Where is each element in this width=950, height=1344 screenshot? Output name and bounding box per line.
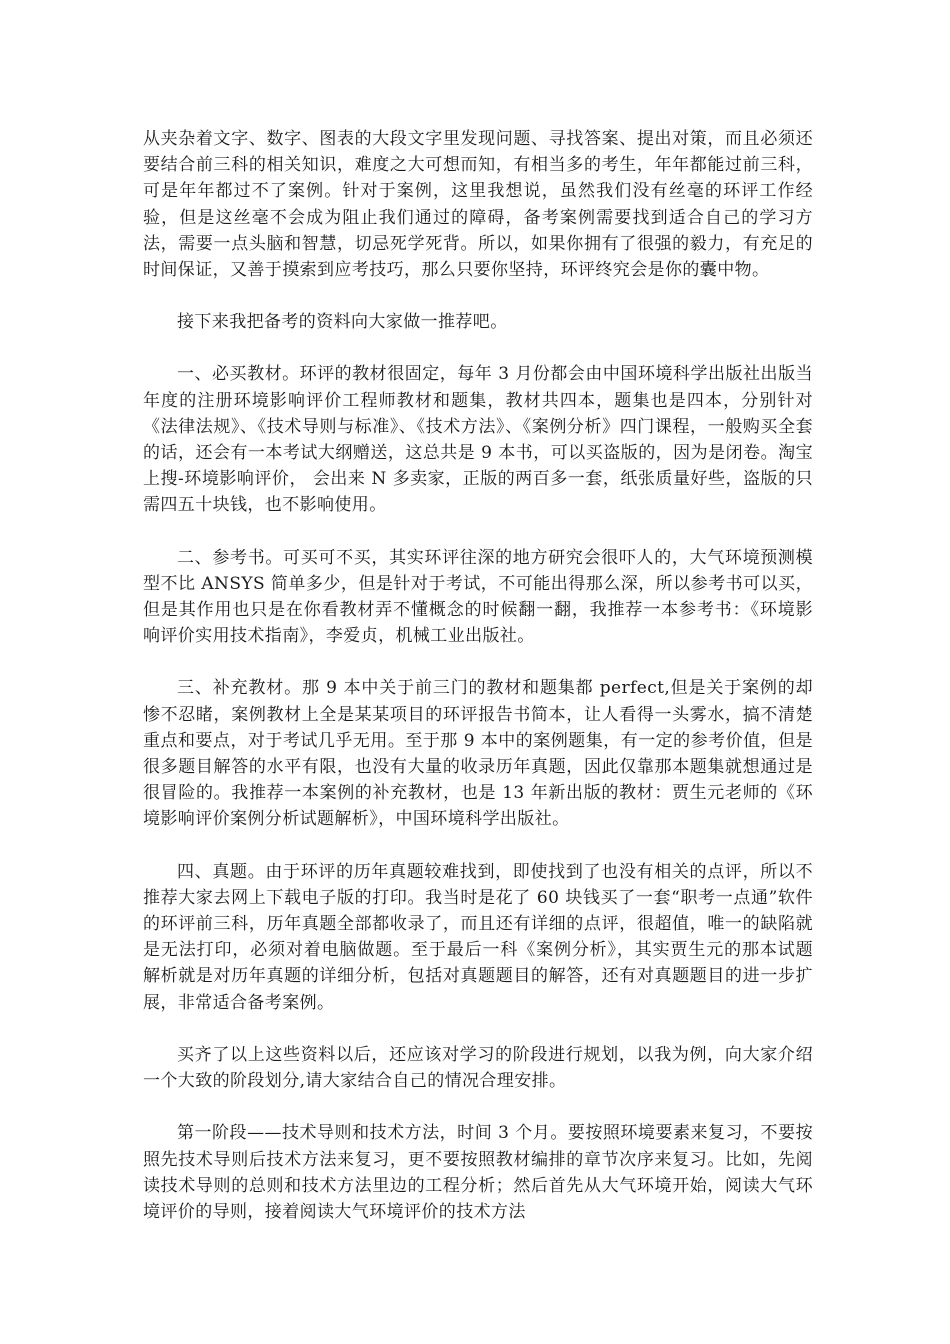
paragraph-stage-one: 第一阶段——技术导则和技术方法，时间 3 个月。要按照环境要素来复习，不要按照先技术导则后技术方法来复习，更不要按照教材编排的章节次序来复习。比如，先阅读技术导则的总则和技术方法里边的工程分析；然后首先从大气环境开始，阅读大气环境评价的导则，接着阅读大气环境评价的技术方法: [143, 1123, 813, 1222]
paragraph-study-planning: 买齐了以上这些资料以后，还应该对学习的阶段进行规划，以我为例，向大家介绍一个大致的阶段划分,请大家结合自己的情况合理安排。: [143, 1044, 813, 1092]
paragraph-supplementary-textbooks: 三、补充教材。那 9 本中关于前三门的教材和题集都 perfect,但是关于案例的却惨不忍睹，案例教材上全是某某项目的环评报告书简本，让人看得一头雾水，搞不清楚重点和要点，对于考试几乎无用。至于那 9 本中的案例题集，有一定的参考价值，但是很多题目解答的水平有限，也没有大量的收录历年真题，因此仅靠那本题集就想通过是很冒险的。我推荐一本案例的补充教材，也是 13 年新出版的教材：贾生元老师的《环境影响评价案例分析试题解析》，中国环境科学出版社。: [143, 678, 813, 830]
paragraph-reference-books: 二、参考书。可买可不买，其实环评往深的地方研究会很吓人的，大气环境预测模型不比 ANSYS 简单多少，但是针对于考试，不可能出得那么深，所以参考书可以买，但是其作用也只是在你看教材弄不懂概念的时候翻一翻，我推荐一本参考书：《环境影响评价实用技术指南》，李爱贞，机械工业出版社。: [143, 547, 813, 647]
paragraph-case-study-intro: 从夹杂着文字、数字、图表的大段文字里发现问题、寻找答案、提出对策，而且必须还要结合前三科的相关知识，难度之大可想而知，有相当多的考生，年年都能过前三科，可是年年都过不了案例。针对于案例，这里我想说，虽然我们没有丝毫的环评工作经验，但是这丝毫不会成为阻止我们通过的障碍，备考案例需要找到适合自己的学习方法，需要一点头脑和智慧，切忌死学死背。所以，如果你拥有了很强的毅力，有充足的时间保证，又善于摸索到应考技巧，那么只要你坚持，环评终究会是你的囊中物。: [143, 129, 813, 281]
paragraph-required-textbooks: 一、必买教材。环评的教材很固定，每年 3 月份都会由中国环境科学出版社出版当年度的注册环境影响评价工程师教材和题集，教材共四本，题集也是四本，分别针对《法律法规》、《技术导则与标准》、《技术方法》、《案例分析》四门课程，一般购买全套的话，还会有一本考试大纲赠送，这总共是 9 本书，可以买盗版的，因为是闭卷。淘宝上搜-环境影响评价， 会出来 N 多卖家，正版的两百多一套，纸张质量好些，盗版的只需四五十块钱，也不影响使用。: [143, 364, 813, 516]
paragraph-past-exams: 四、真题。由于环评的历年真题较难找到，即使找到了也没有相关的点评，所以不推荐大家去网上下载电子版的打印。我当时是花了 60 块钱买了一套“职考一点通”软件的环评前三科，历年真题全部都收录了，而且还有详细的点评，很超值，唯一的缺陷就是无法打印，必须对着电脑做题。至于最后一科《案例分析》，其实贾生元的那本试题解析就是对历年真题的详细分析，包括对真题题目的解答，还有对真题题目的进一步扩展，非常适合备考案例。: [143, 861, 813, 1013]
document-body: [143, 126, 813, 1251]
paragraph-recommendation-intro: 接下来我把备考的资料向大家做一推荐吧。: [177, 312, 508, 333]
